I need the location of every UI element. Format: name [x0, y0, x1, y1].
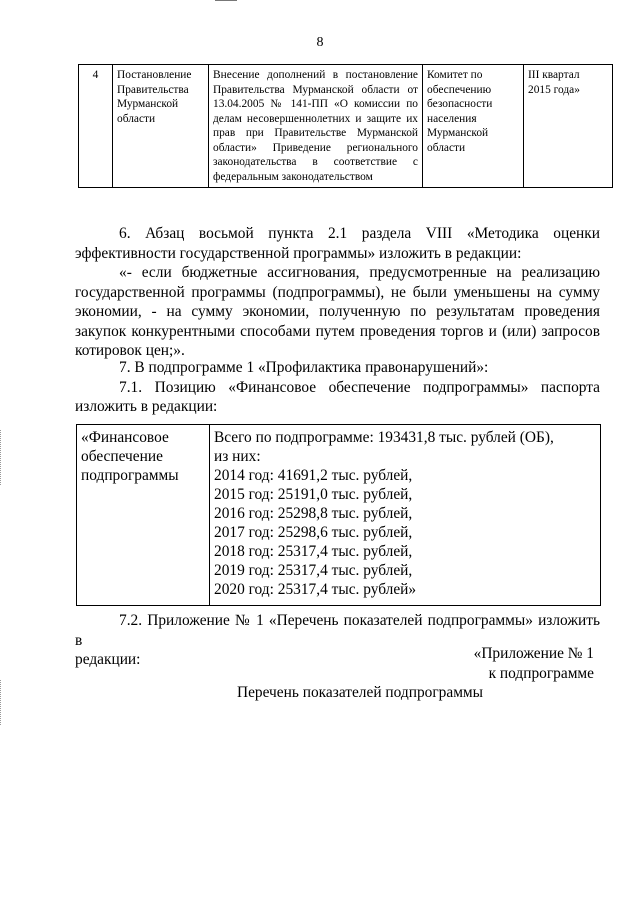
text-line: редакции:: [75, 651, 141, 668]
scan-margin-mark: [0, 430, 5, 485]
text-line: 7. В подпрограмме 1 «Профилактика правонарушений»:: [119, 359, 489, 376]
document-type-cell: [113, 65, 209, 188]
cell-line: 2018 год: 25317,4 тыс. рублей,: [214, 543, 413, 560]
cell-line: области: [427, 141, 466, 154]
paragraph-6: [75, 224, 600, 361]
cell-line: из них:: [214, 448, 261, 465]
cell-line: обеспечению: [427, 83, 492, 96]
cell-line: 2015 года»: [528, 83, 580, 96]
text-line: эффективности государственной программы» изложить в редакции:: [75, 244, 522, 262]
text-line: 7.2. Приложение № 1 «Перечень показателей подпрограммы» изложить в: [75, 612, 600, 649]
cell-line: обеспечение: [81, 448, 163, 465]
cell-line: Мурманской: [117, 98, 179, 110]
text-line: 7.1. Позицию «Финансовое обеспечение подпрограммы» паспорта: [119, 378, 600, 396]
executor-cell: [423, 65, 524, 188]
description-cell: Внесение дополнений в постановление Правительства Мурманской области от 13.04.2005 № 141-ПП «О комиссии по делам несовершеннолетних и защите их прав при Правительстве Мурманской области» Приведение регионального законодательства в соответствие с федеральным законодательством: [209, 65, 423, 188]
cell-line: 2015 год: 25191,0 тыс. рублей,: [214, 486, 413, 503]
term-cell: [524, 65, 613, 188]
cell-line: Мурманской: [427, 127, 489, 139]
plan-table: [78, 64, 613, 188]
finance-values-cell: [210, 425, 601, 606]
appendix-header: [474, 644, 594, 684]
paragraph-7: [75, 358, 600, 417]
cell-line: Всего по подпрограмме: 193431,8 тыс. рублей (ОБ),: [214, 429, 554, 446]
cell-line: области: [117, 112, 156, 125]
finance-label-cell: [77, 425, 210, 606]
cell-line: 2020 год: 25317,4 тыс. рублей»: [214, 581, 417, 598]
appendix-subtitle: к подпрограмме: [488, 665, 594, 682]
cell-line: Правительства: [117, 83, 189, 96]
scan-artifact-line: [215, 0, 237, 1]
cell-line: безопасности: [427, 98, 493, 110]
cell-line: 2017 год: 25298,6 тыс. рублей,: [214, 524, 413, 541]
appendix-title: Перечень показателей подпрограммы: [236, 684, 484, 701]
cell-line: Комитет по: [427, 69, 483, 81]
cell-line: III квартал: [528, 69, 580, 81]
text-line: 6. Абзац восьмой пункта 2.1 раздела VIII «Методика оценки: [119, 225, 600, 242]
table-row: [79, 65, 613, 188]
text-line: «- если бюджетные ассигнования, предусмотренные на реализацию: [119, 264, 600, 281]
cell-line: 2019 год: 25317,4 тыс. рублей,: [214, 562, 413, 579]
cell-line: 2016 год: 25298,8 тыс. рублей,: [214, 505, 413, 522]
appendix-number: «Приложение № 1: [473, 645, 594, 662]
text-line: экономии, - на сумму экономии, полученную по результатам проведения: [75, 303, 600, 320]
table-row: [77, 425, 601, 606]
text-line: закупок конкурентными способами путем проведения торгов и (или) запросов: [75, 322, 600, 340]
text-line: изложить в редакции:: [75, 398, 218, 415]
text-line: государственной программы (подпрограммы), не были уменьшены на сумму: [75, 283, 600, 301]
cell-line: 2014 год: 41691,2 тыс. рублей,: [214, 467, 413, 484]
text-line: котировок цен;».: [75, 342, 185, 359]
page-number: 8: [316, 35, 324, 50]
cell-line: населения: [427, 112, 477, 125]
finance-table: [76, 424, 601, 606]
cell-line: «Финансовое: [81, 429, 169, 446]
row-number: 4: [79, 65, 113, 188]
cell-line: подпрограммы: [81, 467, 179, 484]
cell-line: Постановление: [117, 69, 192, 81]
